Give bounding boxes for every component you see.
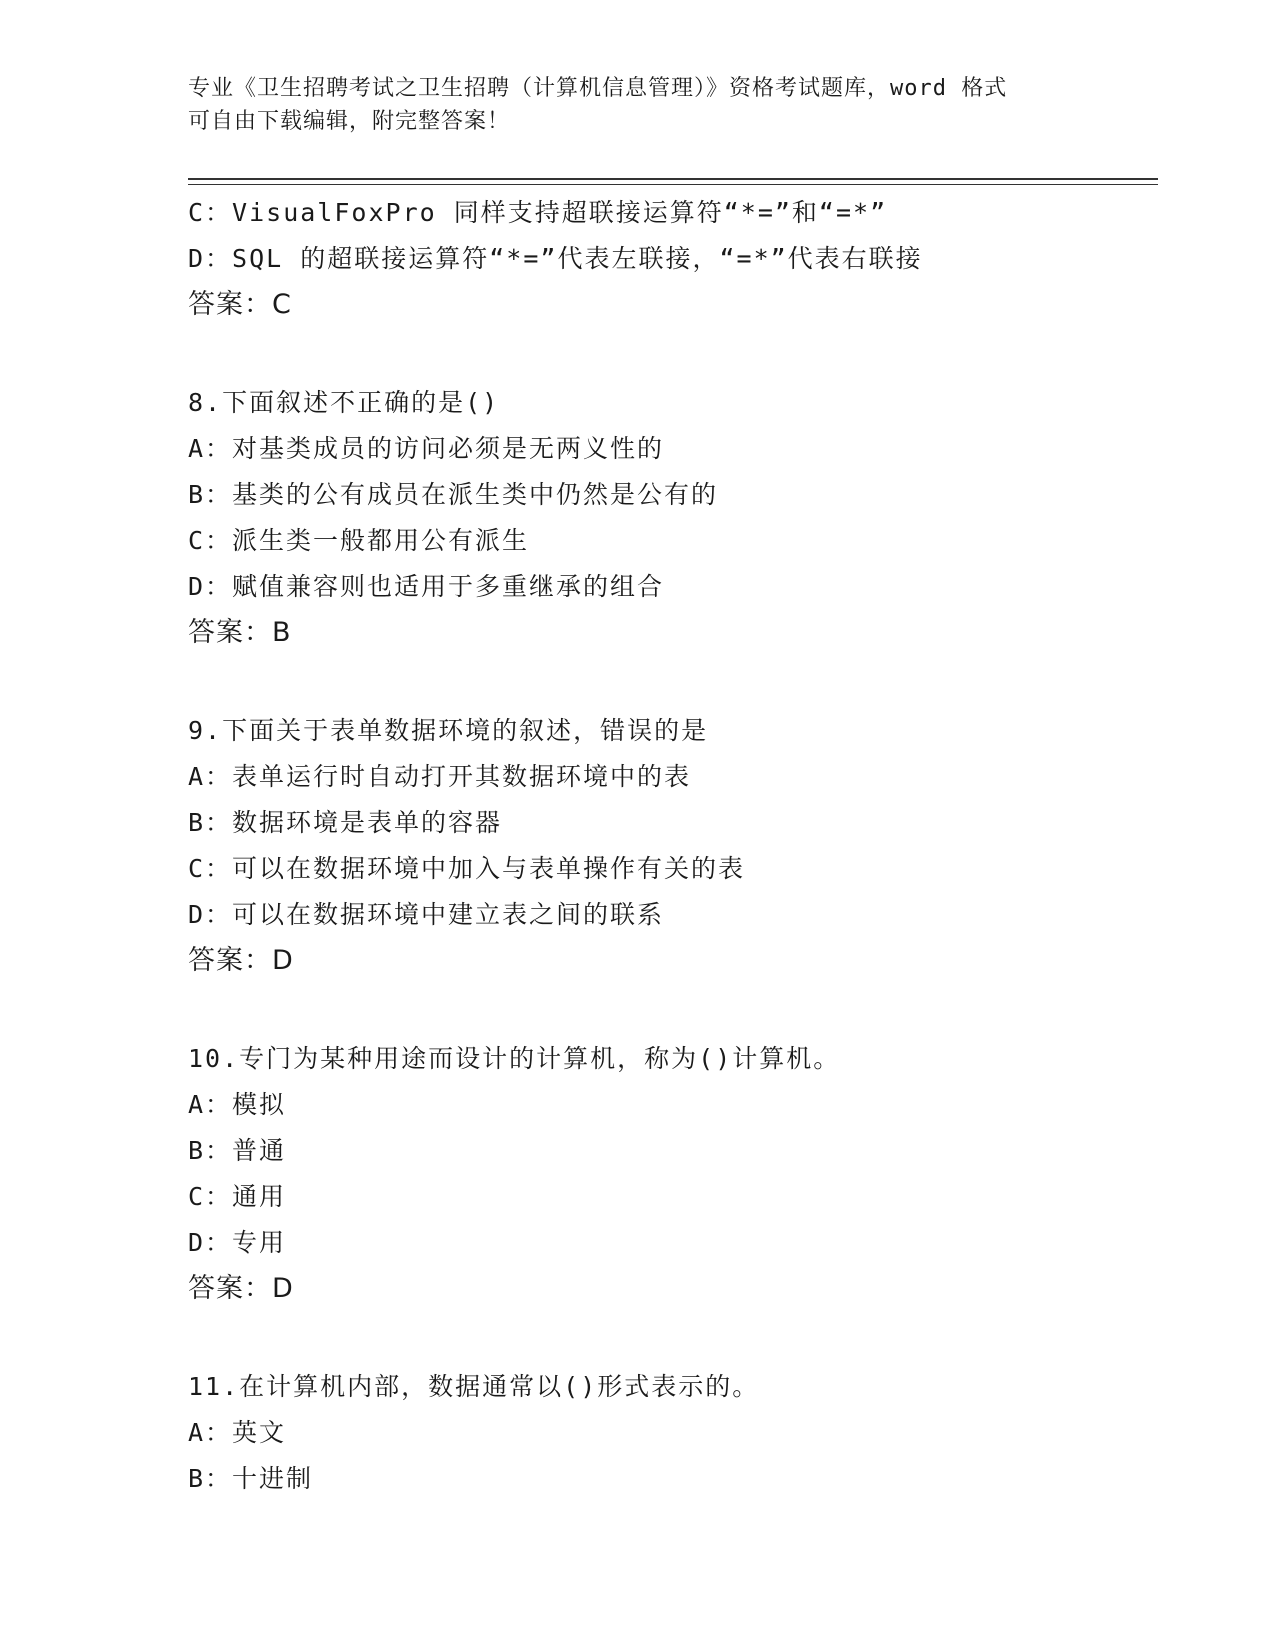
header-divider bbox=[188, 178, 1158, 180]
option-b: B：十进制 bbox=[188, 1464, 314, 1493]
question-10 bbox=[188, 1036, 1188, 1312]
question-8 bbox=[188, 380, 1188, 656]
question-9 bbox=[188, 708, 1188, 984]
option-a: A：对基类成员的访问必须是无两义性的 bbox=[188, 434, 665, 463]
header-divider-thin bbox=[188, 184, 1158, 185]
option-a: A：模拟 bbox=[188, 1090, 287, 1119]
option-a: A：表单运行时自动打开其数据环境中的表 bbox=[188, 762, 692, 791]
option-b: B：基类的公有成员在派生类中仍然是公有的 bbox=[188, 480, 719, 509]
question-stem: 10.专门为某种用途而设计的计算机，称为()计算机。 bbox=[188, 1044, 841, 1073]
question-list bbox=[188, 190, 1188, 1502]
option-c: C：可以在数据环境中加入与表单操作有关的表 bbox=[188, 854, 746, 883]
option-d: D：专用 bbox=[188, 1228, 287, 1257]
option-c: C：通用 bbox=[188, 1182, 287, 1211]
option-c: C：VisualFoxPro 同样支持超联接运算符“*=”和“=*” bbox=[188, 198, 888, 227]
option-d: D：SQL 的超联接运算符“*=”代表左联接，“=*”代表右联接 bbox=[188, 244, 923, 273]
answer: 答案：D bbox=[188, 1273, 294, 1304]
header-line-1: 专业《卫生招聘考试之卫生招聘（计算机信息管理）》资格考试题库，word 格式 bbox=[188, 76, 1008, 101]
question-stem: 9.下面关于表单数据环境的叙述，错误的是 bbox=[188, 716, 709, 745]
option-d: D：赋值兼容则也适用于多重继承的组合 bbox=[188, 572, 665, 601]
option-a: A：英文 bbox=[188, 1418, 287, 1447]
option-b: B：普通 bbox=[188, 1136, 287, 1165]
header-line-2: 可自由下载编辑，附完整答案！ bbox=[188, 109, 511, 134]
document-header bbox=[188, 72, 1088, 138]
question-11 bbox=[188, 1364, 1188, 1502]
answer: 答案：C bbox=[188, 289, 292, 320]
question-stem: 11.在计算机内部，数据通常以()形式表示的。 bbox=[188, 1372, 760, 1401]
answer: 答案：D bbox=[188, 945, 294, 976]
answer: 答案：B bbox=[188, 617, 292, 648]
option-c: C：派生类一般都用公有派生 bbox=[188, 526, 530, 555]
question-stem: 8.下面叙述不正确的是() bbox=[188, 388, 500, 417]
option-b: B：数据环境是表单的容器 bbox=[188, 808, 503, 837]
previous-question-tail bbox=[188, 190, 1188, 328]
option-d: D：可以在数据环境中建立表之间的联系 bbox=[188, 900, 665, 929]
